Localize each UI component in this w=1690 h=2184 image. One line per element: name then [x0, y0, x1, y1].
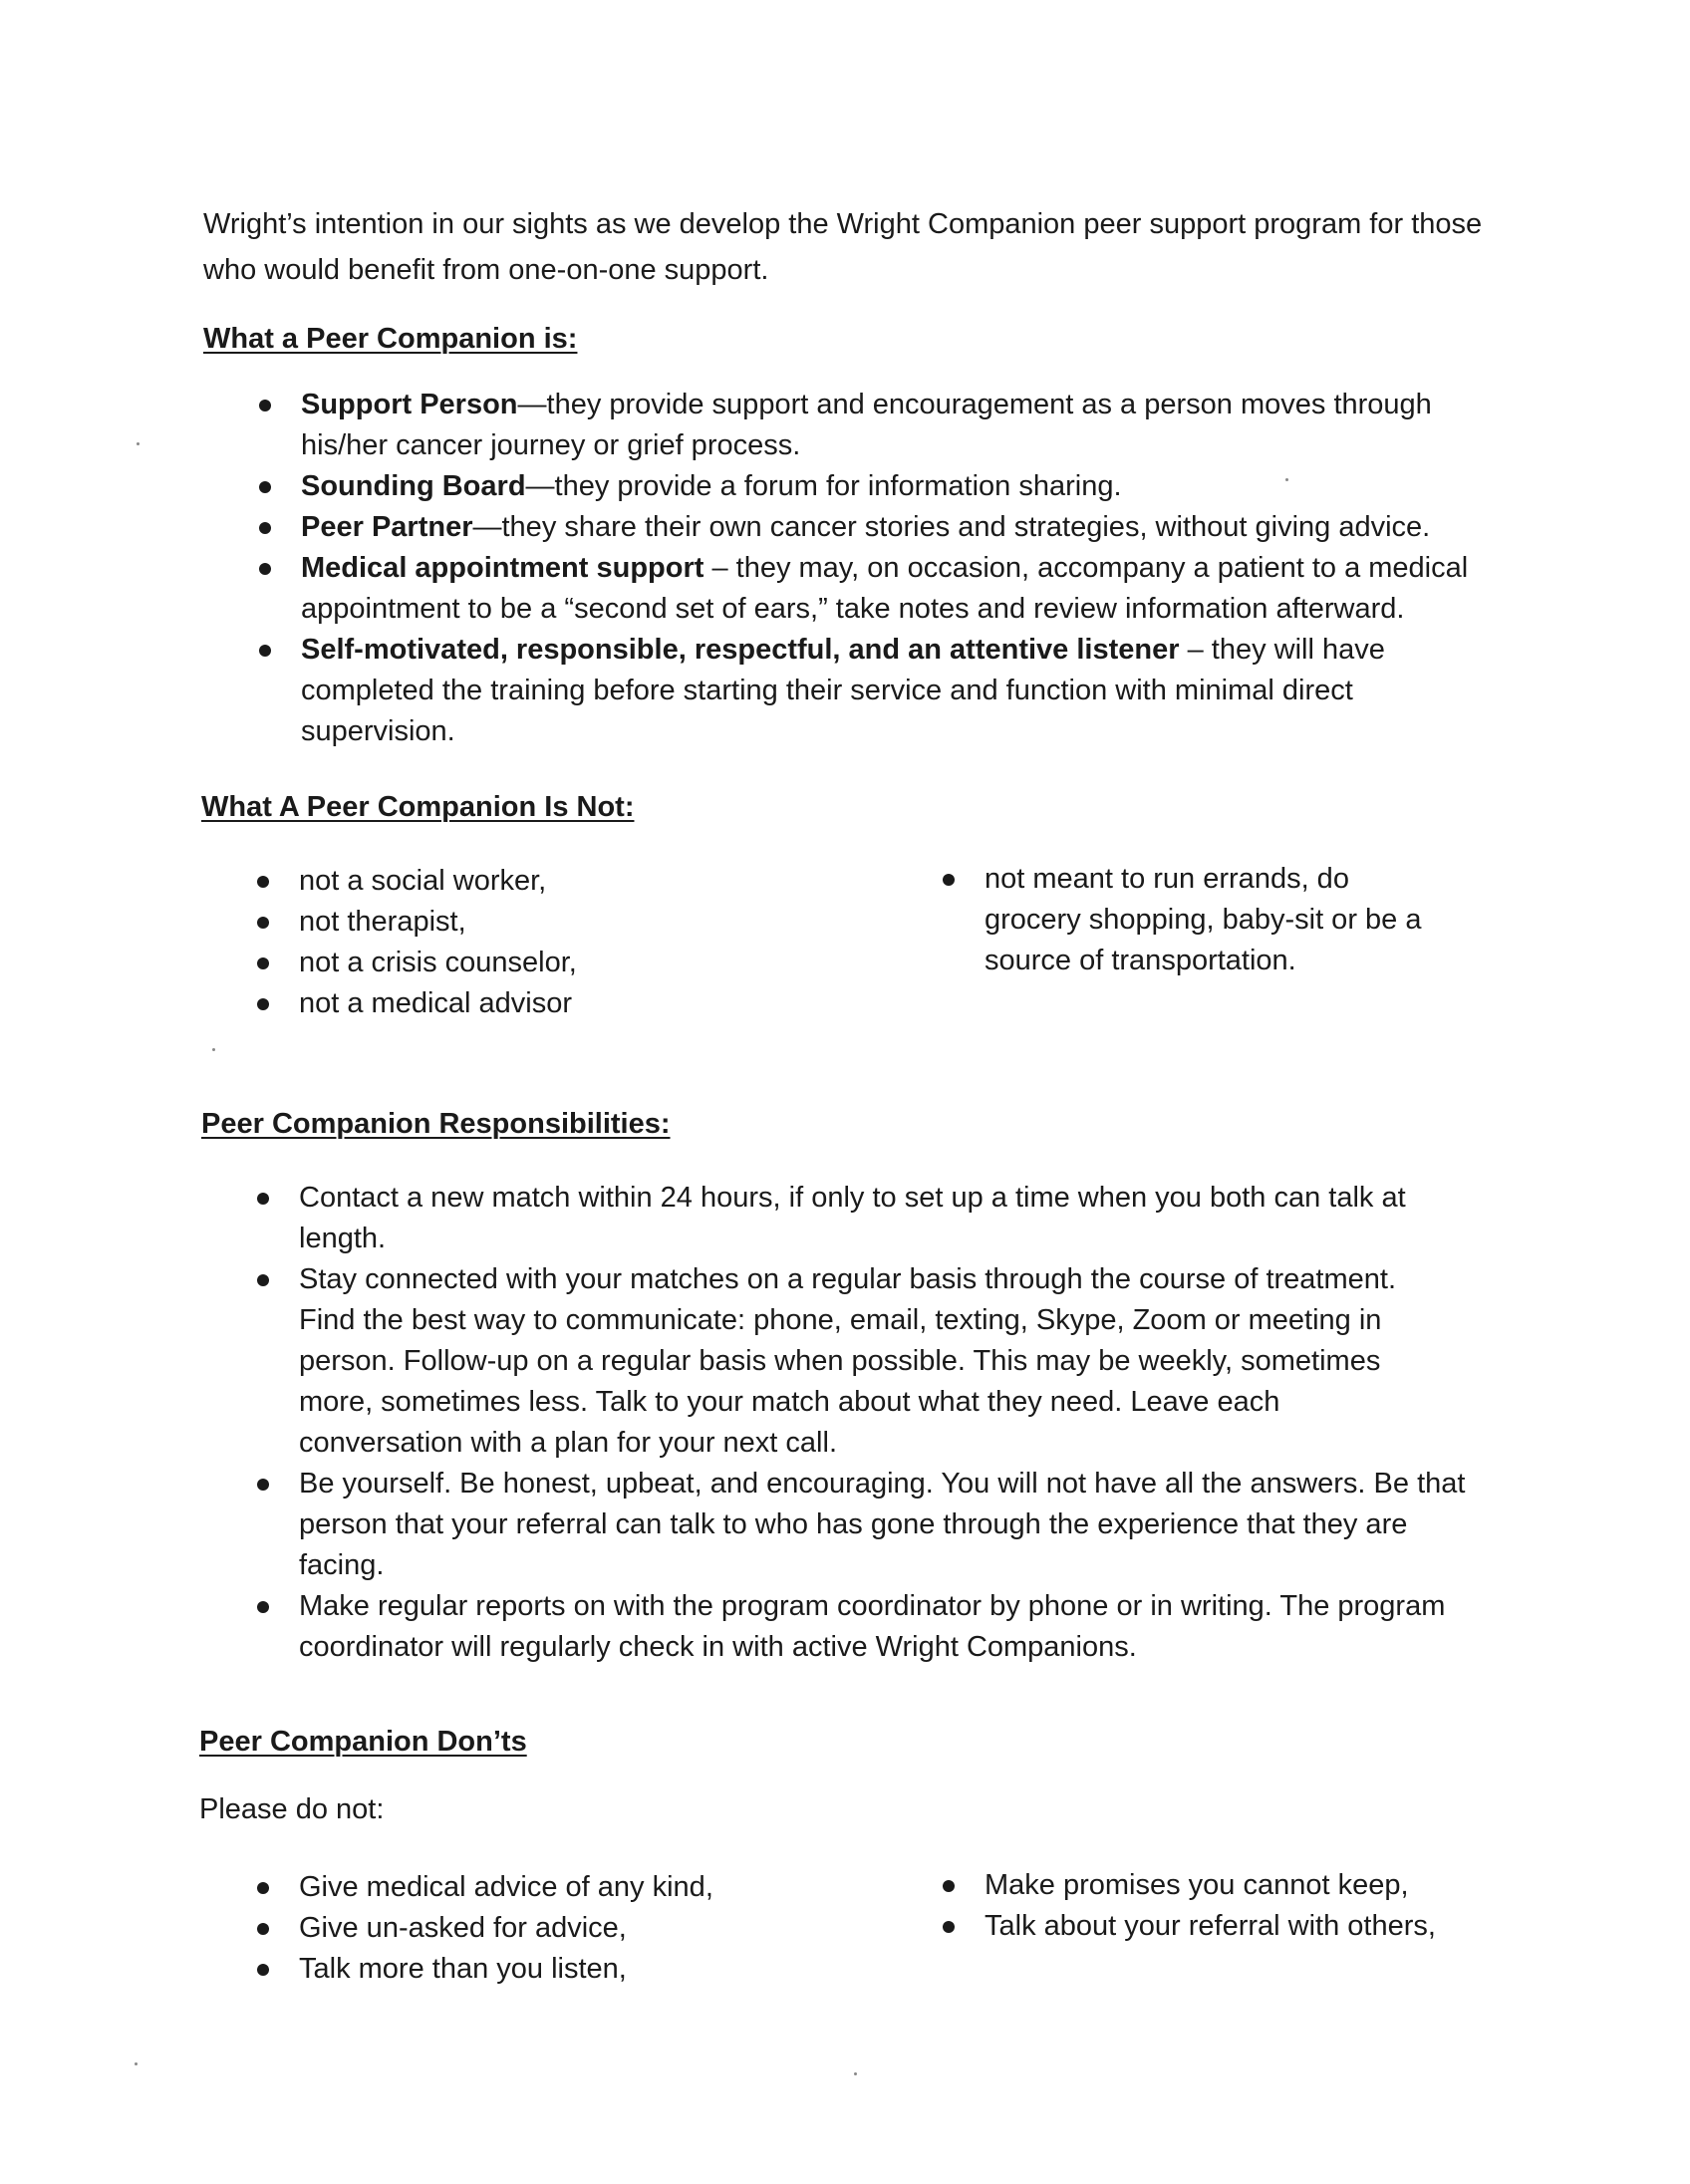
bullet-icon — [257, 1274, 269, 1286]
item-text: not meant to run errands, do grocery shopping, baby-sit or be a source of transportation. — [985, 863, 1422, 976]
bullet-icon — [257, 1479, 269, 1491]
heading-is-not: What A Peer Companion Is Not: — [201, 791, 635, 823]
scan-speck — [1285, 478, 1288, 481]
list-item — [301, 507, 1497, 548]
item-text: Talk more than you listen, — [299, 1953, 627, 1985]
bullet-icon — [257, 1964, 269, 1976]
bullet-icon — [257, 1882, 269, 1894]
item-text: —they share their own cancer stories and strategies, without giving advice. — [472, 511, 1431, 543]
bullet-icon — [257, 998, 269, 1010]
list-item — [299, 1464, 1495, 1586]
bullet-icon — [257, 1923, 269, 1935]
list-item — [299, 1867, 917, 1908]
bullet-icon — [943, 1921, 955, 1933]
list-item — [299, 943, 857, 983]
list-item — [985, 859, 1453, 981]
list-item — [301, 548, 1527, 630]
list-donts-right — [985, 1865, 1543, 1947]
item-text: Give un-asked for advice, — [299, 1912, 627, 1944]
list-item — [301, 385, 1497, 466]
item-text: Be yourself. Be honest, upbeat, and encouraging. You will not have all the answers. Be that person that your referral can talk to who has gone through the experience that they are facing. — [299, 1468, 1466, 1581]
list-item — [299, 983, 857, 1024]
bullet-icon — [257, 876, 269, 888]
list-item — [985, 1906, 1543, 1947]
donts-intro: Please do not: — [199, 1793, 385, 1825]
item-text: —they provide a forum for information sharing. — [525, 470, 1122, 502]
list-donts-left — [299, 1867, 917, 1990]
heading-what-is: What a Peer Companion is: — [203, 323, 578, 355]
item-term: Self-motivated, responsible, respectful, and an attentive listener — [301, 634, 1180, 666]
bullet-icon — [259, 645, 271, 657]
item-text: – they may, on occasion, accompany a patient to a medical appointment to be a “second set of ears,” take notes and review information afterward. — [301, 552, 1469, 625]
list-item — [299, 1178, 1475, 1259]
intro-paragraph: Wright’s intention in our sights as we develop the Wright Companion peer support program for those who would benefit from one-on-one support. — [203, 208, 1483, 286]
bullet-icon — [259, 400, 271, 411]
bullet-icon — [259, 522, 271, 534]
item-term: Support Person — [301, 389, 518, 420]
bullet-icon — [259, 563, 271, 575]
item-term: Sounding Board — [301, 470, 526, 502]
bullet-icon — [257, 1193, 269, 1205]
list-item — [299, 861, 857, 902]
item-term: Peer Partner — [301, 511, 473, 543]
heading-responsibilities: Peer Companion Responsibilities: — [201, 1108, 671, 1140]
bullet-icon — [257, 1601, 269, 1613]
item-term: Medical appointment support — [301, 552, 704, 584]
item-text: not therapist, — [299, 906, 466, 938]
bullet-icon — [943, 874, 955, 886]
list-item — [985, 1865, 1543, 1906]
list-item — [301, 466, 1497, 507]
scan-speck — [135, 2062, 138, 2065]
list-is-not-right — [985, 859, 1483, 981]
item-text: Make regular reports on with the program coordinator by phone or in writing. The program coordinator will regularly check in with active Wright Companions. — [299, 1590, 1446, 1663]
bullet-icon — [259, 481, 271, 493]
item-text: Give medical advice of any kind, — [299, 1871, 713, 1903]
item-text: not a medical advisor — [299, 987, 573, 1019]
bullet-icon — [257, 917, 269, 929]
item-text: not a social worker, — [299, 865, 547, 897]
list-item — [299, 1259, 1445, 1464]
item-text: not a crisis counselor, — [299, 947, 577, 978]
bullet-icon — [257, 957, 269, 969]
list-what-is — [301, 385, 1497, 752]
scan-speck — [212, 1048, 215, 1051]
list-responsibilities — [299, 1178, 1515, 1668]
list-item — [301, 630, 1477, 752]
item-text: Stay connected with your matches on a regular basis through the course of treatment. Find the best way to communicate: phone, email, texting, Skype, Zoom or meeting in person. Follow-up on a regular basis when possible. This may be weekly, sometimes more, sometimes less. Talk to your match about what they need. Leave each conversation with a plan for your next call. — [299, 1263, 1396, 1459]
heading-donts: Peer Companion Don’ts — [199, 1726, 527, 1758]
item-text: Make promises you cannot keep, — [985, 1869, 1409, 1901]
item-text: – they will have completed the training before starting their service and function with minimal direct supervision. — [301, 634, 1385, 747]
list-item — [299, 1949, 917, 1990]
bullet-icon — [943, 1880, 955, 1892]
scan-speck — [137, 442, 140, 445]
item-text: Contact a new match within 24 hours, if only to set up a time when you both can talk at length. — [299, 1182, 1406, 1254]
item-text: —they provide support and encouragement as a person moves through his/her cancer journey or grief process. — [301, 389, 1432, 461]
item-text: Talk about your referral with others, — [985, 1910, 1436, 1942]
list-item — [299, 1586, 1455, 1668]
list-is-not-left — [299, 861, 857, 1024]
list-item — [299, 902, 857, 943]
scan-speck — [854, 2072, 857, 2075]
list-item — [299, 1908, 917, 1949]
